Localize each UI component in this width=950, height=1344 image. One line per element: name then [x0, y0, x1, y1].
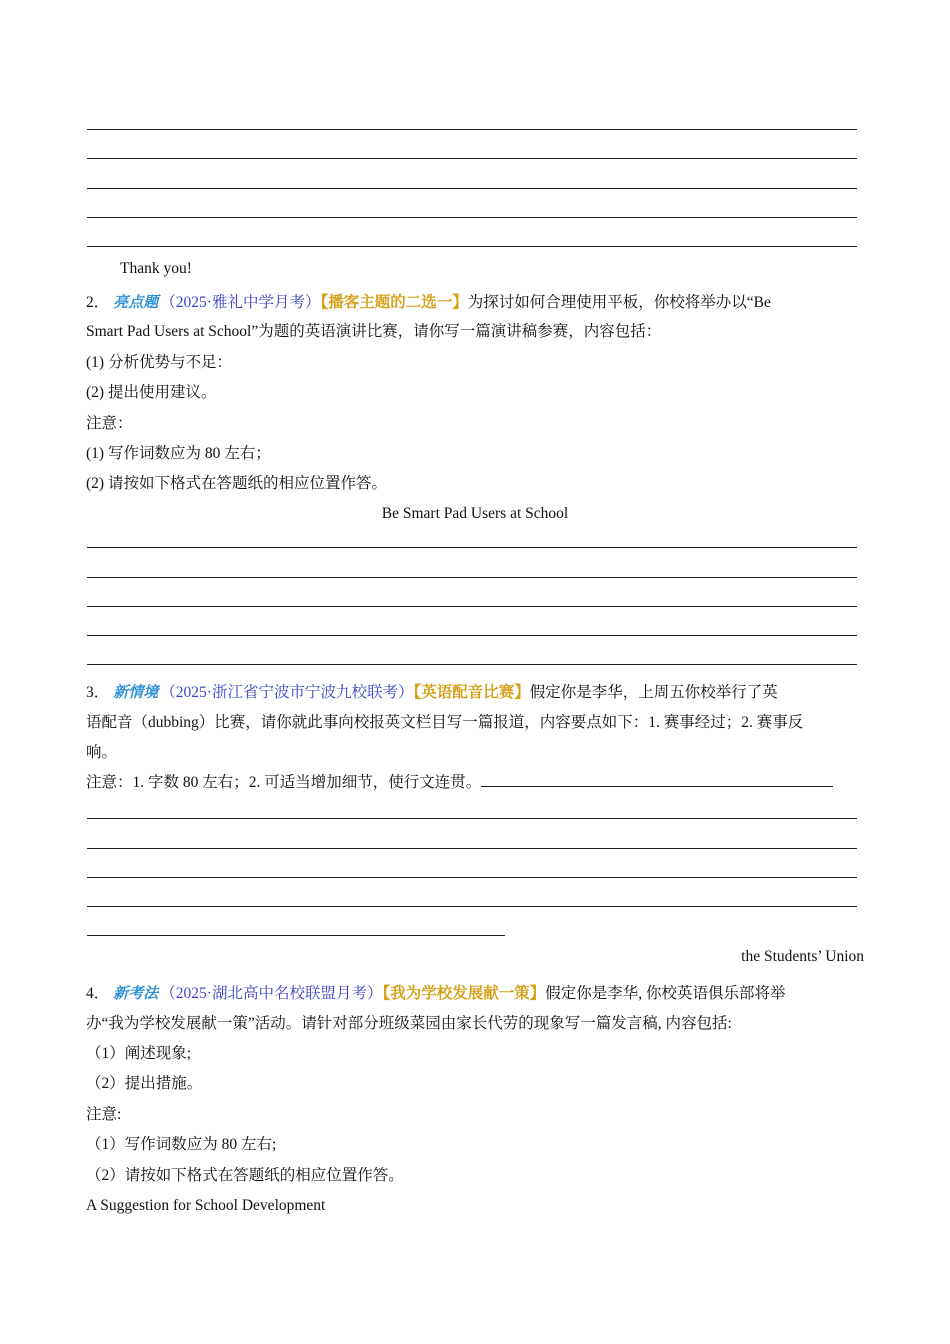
question-3-header: [86, 681, 864, 704]
question-number: 2．: [86, 294, 110, 311]
note-text: 注意：1. 字数 80 左右；2. 可适当增加细节，使行文连贯。: [86, 774, 482, 791]
answer-line: [87, 635, 857, 636]
answer-line: [87, 935, 505, 936]
question-stem: 为探讨如何合理使用平板，你校将举办以“Be: [467, 294, 771, 311]
answer-line: [87, 217, 857, 218]
question-topic: 【英语配音比赛】: [413, 684, 530, 701]
answer-line: [87, 547, 857, 548]
note-line: [86, 772, 864, 794]
question-stem-line: Smart Pad Users at School”为题的英语演讲比赛，请你写一篇演讲稿参赛，内容包括：: [86, 323, 662, 340]
answer-line: [87, 664, 857, 665]
question-stem-line: 办“我为学校发展献一策”活动。请针对部分班级菜园由家长代劳的现象写一篇发言稿, 内容包括:: [86, 1015, 732, 1032]
question-2-header: [86, 291, 864, 314]
note-item: (1) 写作词数应为 80 左右；: [86, 445, 271, 462]
question-stem: 假定你是李华，上周五你校举行了英: [529, 684, 778, 701]
answer-line: [87, 129, 857, 130]
question-topic: 【我为学校发展献一策】: [382, 985, 546, 1002]
sign-off-text: the Students’ Union: [741, 948, 864, 965]
answer-line: [87, 848, 857, 849]
answer-line: [87, 188, 857, 189]
note-label: 注意：: [86, 415, 133, 432]
answer-line: [87, 577, 857, 578]
sign-off-text: Thank you!: [120, 260, 192, 277]
answer-line: [87, 158, 857, 159]
question-topic: 【播客主题的二选一】: [320, 294, 468, 311]
question-source: （2025·浙江省宁波市宁波九校联考）: [160, 684, 414, 701]
question-source: （2025·湖北高中名校联盟月考）: [160, 985, 383, 1002]
question-stem-line: 响。: [86, 744, 118, 761]
answer-line: [481, 772, 833, 787]
question-stem: 假定你是李华, 你校英语俱乐部将举: [545, 985, 786, 1002]
essay-title: Be Smart Pad Users at School: [381, 505, 569, 522]
new-context-badge: 新情境: [109, 683, 160, 701]
answer-line: [87, 877, 857, 878]
content-point: （1）阐述现象;: [86, 1045, 192, 1062]
content-point: （2）提出措施。: [86, 1075, 203, 1092]
note-item: （2）请按如下格式在答题纸的相应位置作答。: [86, 1167, 404, 1184]
answer-line: [87, 818, 857, 819]
answer-line: [87, 246, 857, 247]
question-4-header: [86, 982, 864, 1005]
note-item: (2) 请按如下格式在答题纸的相应位置作答。: [86, 475, 387, 492]
note-label: 注意:: [86, 1106, 122, 1123]
question-stem-line: 语配音（dubbing）比赛，请你就此事向校报英文栏目写一篇报道，内容要点如下：1. 赛事经过；2. 赛事反: [86, 714, 804, 731]
note-item: （1）写作词数应为 80 左右;: [86, 1136, 277, 1153]
new-method-badge: 新考法: [109, 984, 160, 1002]
question-number: 3．: [86, 684, 110, 701]
highlight-badge: 亮点题: [109, 293, 160, 311]
answer-line: [87, 606, 857, 607]
essay-title: A Suggestion for School Development: [86, 1197, 326, 1214]
content-point: (2) 提出使用建议。: [86, 384, 217, 401]
question-number: 4．: [86, 985, 110, 1002]
content-point: (1) 分析优势与不足：: [86, 354, 232, 371]
answer-line: [87, 906, 857, 907]
question-source: （2025·雅礼中学月考）: [160, 294, 321, 311]
